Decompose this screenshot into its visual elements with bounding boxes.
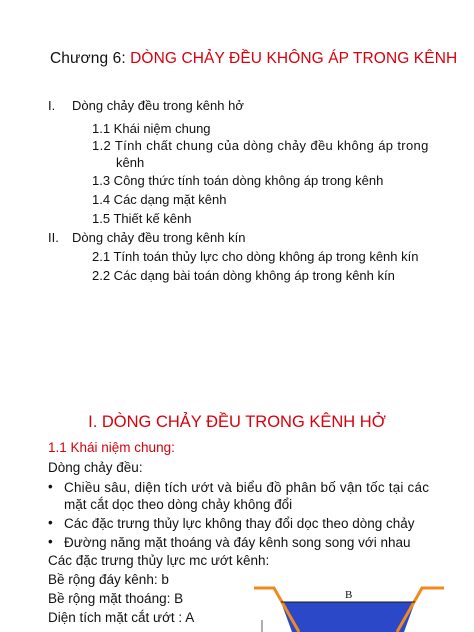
- bullet-dot: •: [48, 479, 53, 494]
- bullet-text: Các đặc trưng thủy lực không thay đổi dọc theo dòng chảy: [64, 516, 415, 531]
- toc-text: 2.1 Tính toán thủy lực cho dòng không áp trong kênh kín: [92, 249, 419, 264]
- surface-width-label: B: [345, 589, 353, 601]
- bullet-text: Đường năng mặt thoáng và đáy kênh song song với nhau: [64, 535, 411, 550]
- intro-text: Dòng chảy đều:: [48, 460, 143, 475]
- chapter-name: DÒNG CHẢY ĐỀU KHÔNG ÁP TRONG KÊNH: [130, 50, 458, 67]
- bullet-text: [64, 479, 454, 513]
- trapezoidal-channel-diagram: [244, 582, 474, 632]
- toc-text: 1.5 Thiết kế kênh: [92, 211, 192, 226]
- toc-text: Dòng chảy đều trong kênh kín: [72, 230, 246, 245]
- toc-text: 1.2 Tính chất chung của dòng chảy đều không áp trong: [92, 138, 429, 153]
- toc-text-continuation: kênh: [116, 155, 145, 170]
- param-line: Diện tích mặt cắt ướt : A: [48, 610, 195, 625]
- toc-text: 1.4 Các dạng mặt kênh: [92, 192, 227, 207]
- chapter-title: [50, 50, 460, 68]
- water-cross-section: [281, 602, 415, 632]
- subsection-title: 1.1 Khái niệm chung:: [48, 440, 175, 455]
- toc-number: II.: [48, 230, 59, 245]
- bullet-line: mặt cắt dọc theo dòng chảy không đổi: [64, 497, 293, 512]
- section-title: I. DÒNG CHẢY ĐỀU TRONG KÊNH HỞ: [88, 413, 386, 431]
- toc-number: I.: [48, 98, 56, 113]
- param-line: Bề rộng đáy kênh: b: [48, 572, 169, 587]
- toc-text: 1.3 Công thức tính toán dòng không áp trong kênh: [92, 173, 384, 188]
- chapter-prefix: Chương 6:: [50, 50, 131, 67]
- bullet-line: Chiều sâu, diện tích ướt và biểu đồ phân bố vận tốc tại các: [64, 480, 430, 495]
- params-heading: Các đặc trưng thủy lực mc ướt kênh:: [48, 553, 270, 568]
- bullet-dot: •: [48, 515, 53, 530]
- toc-text: 2.2 Các dạng bài toán dòng không áp trong kênh kín: [92, 268, 395, 283]
- param-line: Bề rộng mặt thoáng: B: [48, 591, 184, 606]
- bullet-dot: •: [48, 534, 53, 549]
- toc-text: 1.1 Khái niệm chung: [92, 121, 211, 136]
- toc-text: Dòng chảy đều trong kênh hở: [72, 98, 244, 113]
